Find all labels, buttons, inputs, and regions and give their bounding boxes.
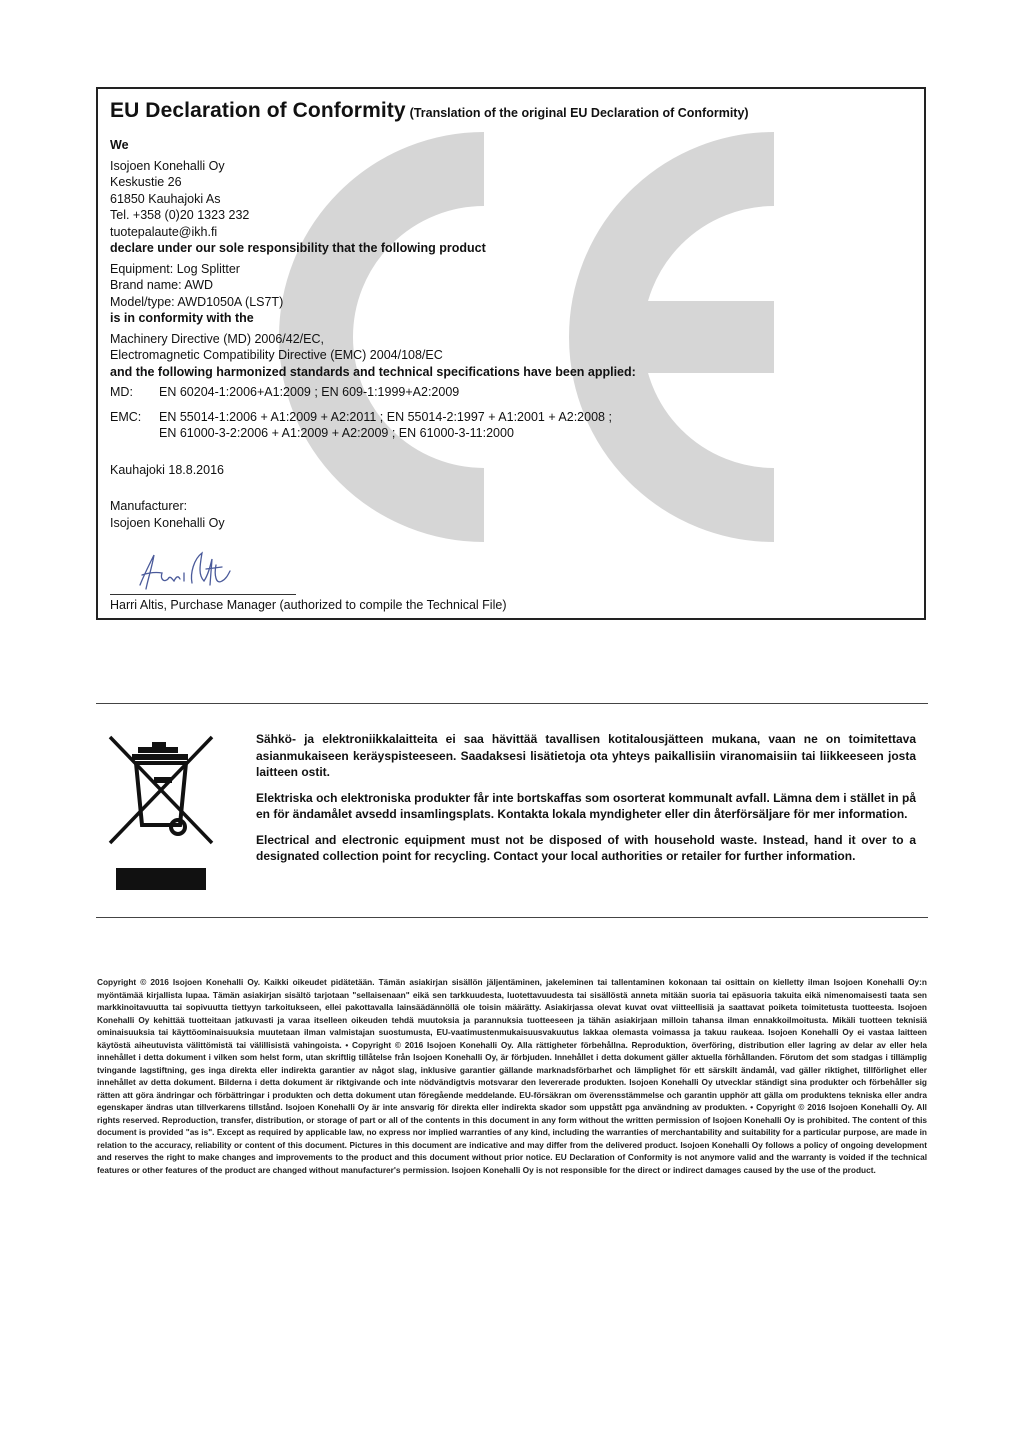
- declaration-box: [96, 87, 926, 620]
- handwritten-signature: [130, 545, 240, 595]
- divider-bottom: [96, 917, 928, 918]
- weee-notice-sv: Elektriska och elektroniska produkter får inte bortskaffas som osorterat kommunalt avfall. Lämna dem i stället in på en för ändamålet avsedd insamlingsplats. Kontakta lokala myndigheter eller din återförsäljare för mer information.: [256, 790, 916, 821]
- crossed-out-wheelie-bin-icon: [104, 733, 216, 893]
- signature-line: [110, 594, 296, 595]
- brand-line: Brand name: AWD: [110, 278, 214, 292]
- md-label: MD:: [110, 385, 133, 399]
- weee-notice: [256, 731, 916, 874]
- company-city: 61850 Kauhajoki As: [110, 191, 221, 206]
- md-standards: EN 60204-1:2006+A1:2009 ; EN 609-1:1999+A2:2009: [159, 385, 460, 399]
- emc-standards-row: [110, 409, 912, 426]
- manufacturer-label: Manufacturer:: [110, 499, 188, 513]
- conformity-statement: is in conformity with the: [110, 311, 254, 325]
- we-label: We: [110, 138, 129, 152]
- company-phone: Tel. +358 (0)20 1323 232: [110, 208, 250, 222]
- weee-notice-en: Electrical and electronic equipment must not be disposed of with household waste. Instead, hand it over to a designated collection point for recycling. Contact your local authorities or retailer for further information.: [256, 832, 916, 863]
- emc-label: EMC:: [110, 409, 142, 424]
- signatory-line: Harri Altis, Purchase Manager (authorized to compile the Technical File): [110, 598, 507, 612]
- emc-standards-1: EN 55014-1:2006 + A1:2009 + A2:2011 ; EN 55014-2:1997 + A1:2001 + A2:2008 ;: [159, 409, 612, 424]
- emc-standards-2: EN 61000-3-2:2006 + A1:2009 + A2:2009 ; EN 61000-3-11:2000: [159, 426, 514, 440]
- place-date: Kauhajoki 18.8.2016: [110, 462, 224, 477]
- company-email: tuotepalaute@ikh.fi: [110, 224, 218, 239]
- equipment-line: Equipment: Log Splitter: [110, 261, 240, 276]
- declaration-content: [110, 99, 912, 531]
- model-line: Model/type: AWD1050A (LS7T): [110, 294, 284, 309]
- copyright-notice: Copyright © 2016 Isojoen Konehalli Oy. Kaikki oikeudet pidätetään. Tämän asiakirjan sisällön jäljentäminen, jakeleminen tai tallentaminen kokonaan tai osittain on kielletty ilman Isojoen Konehalli Oy:n myöntämää kirjallista lupaa. Tämän asiakirjan sisältö tarjotaan "sellaisenaan" eikä sen tarkkuudesta, luotettavuudesta tai sisällöstä anneta mitään suoria tai epäsuoria takuita eikä nimenomaisesti taata sen markkinoitavuutta tai sopivuutta tiettyyn tarkoitukseen, ellei pakottavalla lainsäädännöllä ole toisin määrätty. Asiakirjassa olevat kuvat ovat viitteellisiä ja saattavat poiketa toimitetusta tuotteesta. Isojoen Konehalli Oy kehittää tuotteitaan jatkuvasti ja varaa itselleen oikeuden tehdä muutoksia ja parannuksia tuotteeseen ja tähän asiakirjaan milloin tahansa ilman ennakkoilmoitusta. Mikäli tuotteen teknisiä ominaisuuksia tai käyttöominaisuuksia muutetaan ilman valmistajan suostumusta, EU-vaatimustenmukaisuusvakuutus lakkaa olemasta voimassa ja takuu raukeaa. Isojoen Konehalli Oy ei vastaa laitteen käytöstä aiheutuvista välittömistä tai välillisistä vahingoista. • Copyright © 2016 Isojoen Konehalli Oy. Alla rättigheter förbehållna. Reproduktion, överföring, distribution eller lagring av delar av eller hela innehållet i detta dokument i vilken som helst form, utan skriftlig tillåtelse från Isojoen Konehalli Oy, är förbjuden. Innehållet i detta dokument gäller aktuella förhållanden. Förutom det som stadgas i tillämplig tvingande lagstiftning, ges inga direkta eller indirekta garantier av något slag, inklusive garantier gällande marknadsförbarhet och lämplighet för ett särskilt ändamål, vad gäller riktighet, tillförlighet eller innehållet av detta dokument. Bilderna i detta dokument är riktgivande och inte nödvändigtvis motsvarar den levererade produkten. Isojoen Konehalli Oy utvecklar ständigt sina produkter och förbehåller sig rätten att göra ändringar och förbättringar i produkten och detta dokument utan föregående meddelande. EU-försäkran om överensstämmelse och garantin upphör att gälla om produktens tekniska eller andra egenskaper ändras utan tillverkarens tillstånd. Isojoen Konehalli Oy är inte ansvarig för direkta eller indirekta skador som uppstått pga användning av produkten. • Copyright © 2016 Isojoen Konehalli Oy. All rights reserved. Reproduction, transfer, distribution, or storage of part or all of the contents in this document in any form without the written permission of Isojoen Konehalli Oy is prohibited. The content of this document is provided "as is". Except as required by applicable law, no express nor implied warranties of any kind, including the warranties of merchantability and suitability for a particular purpose, are made in relation to the accuracy, reliability or content of this document. Pictures in this document are indicative and may differ from the delivered product. Isojoen Konehalli Oy follows a policy of ongoing development and reserves the right to make changes and improvements to the product and this document without prior notice. EU Declaration of Conformity is not anymore valid and the warranty is voided if the technical features or other features of the product are changed without manufacturer's permission. Isojoen Konehalli Oy is not responsible for the direct or indirect damages caused by the use of the product.: [97, 977, 927, 1175]
- declare-statement: declare under our sole responsibility that the following product: [110, 241, 486, 255]
- company-street: Keskustie 26: [110, 175, 182, 189]
- directive-machinery: Machinery Directive (MD) 2006/42/EC,: [110, 331, 324, 346]
- declaration-title-line: [110, 99, 912, 123]
- declaration-subtitle: (Translation of the original EU Declaration of Conformity): [409, 106, 749, 120]
- declaration-title: EU Declaration of Conformity: [110, 99, 406, 122]
- divider-top: [96, 703, 928, 704]
- manufacturer-name: Isojoen Konehalli Oy: [110, 515, 225, 530]
- directive-emc: Electromagnetic Compatibility Directive (EMC) 2004/108/EC: [110, 348, 443, 362]
- md-standards-row: [110, 384, 912, 401]
- emc-standards-row-2: [110, 425, 912, 442]
- company-name: Isojoen Konehalli Oy: [110, 158, 225, 173]
- standards-statement: and the following harmonized standards and technical specifications have been applied:: [110, 364, 636, 379]
- weee-notice-fi: Sähkö- ja elektroniikkalaitteita ei saa hävittää tavallisen kotitalousjätteen mukana, vaan ne on toimitettava asianmukaiseen keräyspisteeseen. Saadaksesi lisätietoja ota yhteys paikallisiin viranomaisiin tai liikkeeseen josta laitteen ostit.: [256, 732, 916, 779]
